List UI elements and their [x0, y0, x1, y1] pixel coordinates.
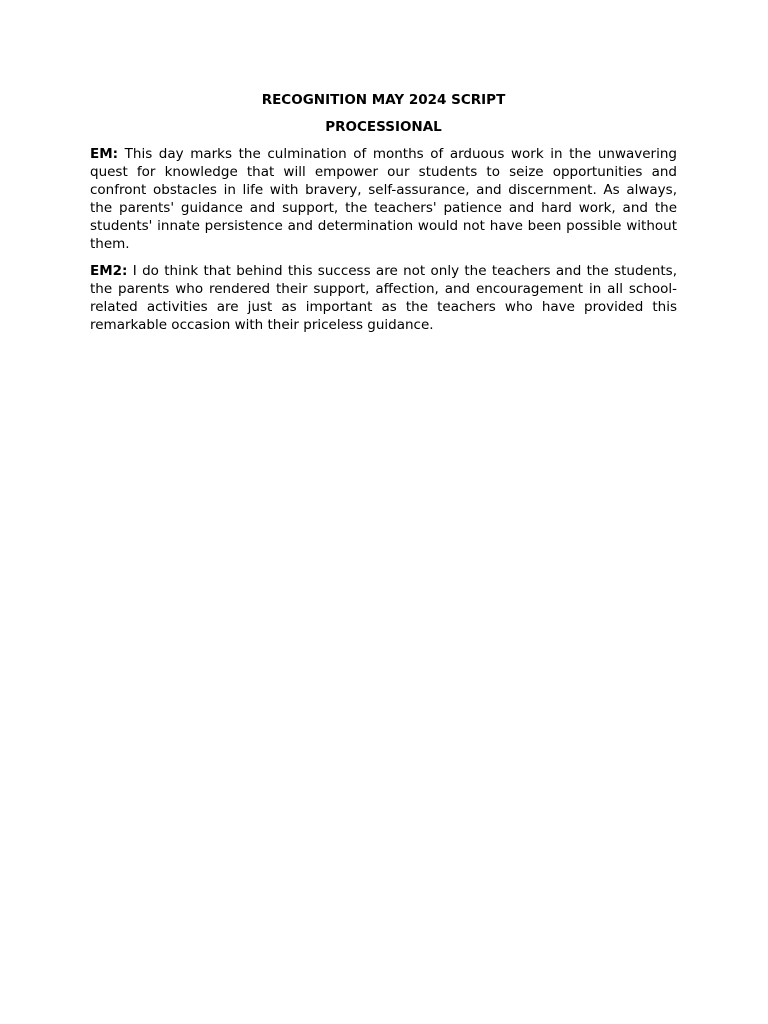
section-heading: PROCESSIONAL [325, 119, 442, 135]
speaker-label: EM2: [90, 263, 128, 279]
paragraph-text: I do think that behind this success are not only the teachers and the students, the parents who rendered their support, affection, and encouragement in all school-related activities are just as important as the teachers who have provided this remarkable occasion with their priceless guidance. [90, 263, 678, 333]
document-body [90, 91, 677, 343]
speaker-label: EM: [90, 146, 119, 162]
paragraph-text: This day marks the culmination of months of arduous work in the unwavering quest for knowledge that will empower our students to seize opportunities and confront obstacles in life with bravery, self-assurance, and discernment. As always, the parents' guidance and support, the teachers' patience and hard work, and the students' innate persistence and determination would not have been possible without them. [90, 146, 677, 252]
document-title: RECOGNITION MAY 2024 SCRIPT [261, 92, 506, 108]
script-paragraph-em [90, 145, 677, 253]
script-paragraph-em2 [90, 262, 677, 334]
